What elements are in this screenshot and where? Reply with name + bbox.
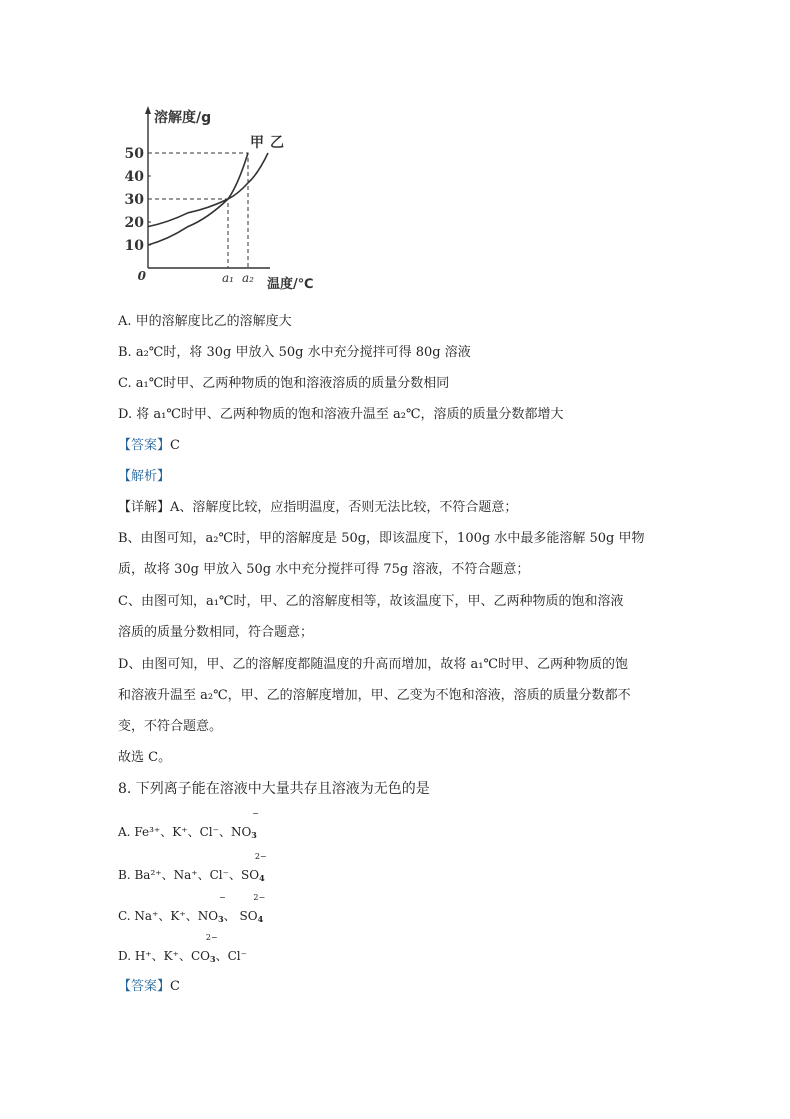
ion: K⁺ — [163, 949, 179, 963]
answer-value: C — [170, 438, 180, 453]
separator: 、 — [160, 825, 173, 839]
detail-line-8: 变，不符合题意。 — [118, 719, 223, 734]
series-label: 甲 — [250, 135, 264, 151]
ion — [197, 893, 226, 929]
detail-text-1: A、溶解度比较，应指明温度，否则无法比较，不符合题意； — [170, 500, 518, 515]
answer-value: C — [170, 979, 180, 994]
ion-subscript: 3 — [251, 830, 257, 840]
ion-formula: SO — [239, 909, 258, 923]
detail-line-1 — [118, 498, 517, 518]
ion-formula: NO — [197, 909, 219, 923]
q8-stem: 8. 下列离子能在溶液中大量共存且溶液为无色的是 — [118, 781, 430, 797]
ion-charge: 2− — [205, 933, 218, 942]
q7-option-c: C. a₁℃时甲、乙两种物质的饱和溶液溶质的质量分数相同 — [118, 376, 450, 391]
ion-subscript: 3 — [218, 914, 224, 924]
y-tick-label: 10 — [124, 238, 144, 254]
separator: 、 — [178, 949, 191, 963]
ion: K⁺ — [172, 825, 188, 839]
y-axis-label: 溶解度/g — [154, 110, 212, 126]
ion: Na⁺ — [134, 909, 159, 923]
q8-answer — [118, 977, 180, 997]
series-label: 乙 — [270, 135, 284, 151]
detail-line-5: 溶质的质量分数相同，符合题意； — [118, 625, 314, 640]
ion: K⁺ — [170, 909, 186, 923]
separator: 、 — [223, 909, 236, 923]
q8-option-b — [118, 852, 267, 888]
y-tick-label: 40 — [124, 169, 144, 185]
ion: Cl⁻ — [209, 868, 229, 882]
ion-charge: 2− — [253, 893, 266, 902]
ion — [230, 809, 259, 845]
ion-charge: − — [218, 893, 226, 902]
separator: 、 — [161, 868, 174, 882]
q7-answer — [118, 436, 180, 456]
analysis-label: 【解析】 — [118, 469, 171, 484]
ion-charge: − — [252, 809, 259, 818]
option-prefix: C. — [118, 909, 131, 923]
ion — [241, 852, 267, 888]
y-tick-label: 30 — [124, 192, 144, 208]
solubility-chart — [120, 102, 320, 298]
detail-line-2: B、由图可知，a₂℃时，甲的溶解度是 50g，即该温度下，100g 水中最多能溶解 50g 甲物 — [118, 531, 645, 546]
ion — [239, 893, 266, 929]
x-axis-label: 温度/℃ — [267, 277, 314, 292]
ion: Fe³⁺ — [134, 825, 161, 839]
ion: Na⁺ — [173, 868, 198, 882]
detail-line-4: C、由图可知，a₁℃时，甲、乙的溶解度相等，故该温度下，甲、乙两种物质的饱和溶液 — [118, 594, 624, 609]
answer-label: 【答案】 — [118, 438, 171, 453]
q8-option-d — [118, 933, 247, 969]
ion-subscript: 3 — [210, 954, 216, 964]
ion: Cl⁻ — [199, 825, 219, 839]
separator: 、 — [228, 868, 241, 882]
origin-label: 0 — [137, 269, 146, 283]
y-tick-label: 20 — [124, 215, 144, 231]
separator: 、 — [187, 825, 200, 839]
ion — [191, 933, 218, 969]
ion-subscript: 4 — [259, 873, 265, 883]
ion-charge: 2− — [254, 852, 267, 861]
y-axis-arrow — [145, 106, 151, 114]
ion-subscript: 4 — [257, 914, 264, 924]
detail-line-7: 和溶液升温至 a₂℃，甲、乙的溶解度增加，甲、乙变为不饱和溶液，溶质的质量分数都不 — [118, 688, 631, 703]
ion-formula: CO — [191, 949, 211, 963]
y-tick-label: 50 — [124, 146, 144, 162]
option-prefix: B. — [118, 868, 131, 882]
detail-line-3: 质，故将 30g 甲放入 50g 水中充分搅拌可得 75g 溶液，不符合题意； — [118, 562, 530, 577]
conclusion: 故选 C。 — [118, 750, 172, 765]
option-prefix: A. — [118, 825, 131, 839]
q7-option-d: D. 将 a₁℃时甲、乙两种物质的饱和溶液升温至 a₂℃，溶质的质量分数都增大 — [118, 407, 564, 422]
ion: H⁺ — [134, 949, 152, 963]
ion: Ba²⁺ — [134, 868, 162, 882]
option-prefix: D. — [118, 949, 132, 963]
detail-line-6: D、由图可知，甲、乙的溶解度都随温度的升高而增加，故将 a₁℃时甲、乙两种物质的饱 — [118, 657, 629, 672]
separator: 、 — [197, 868, 210, 882]
separator: 、 — [215, 949, 228, 963]
answer-label: 【答案】 — [118, 979, 171, 994]
separator: 、 — [185, 909, 198, 923]
detail-label: 【详解】 — [118, 500, 171, 515]
separator: 、 — [218, 825, 231, 839]
separator: 、 — [151, 949, 164, 963]
q8-option-c — [118, 893, 266, 929]
x-tick-label: a₂ — [242, 271, 254, 285]
ion-formula: SO — [241, 868, 260, 882]
q7-option-b: B. a₂℃时，将 30g 甲放入 50g 水中充分搅拌可得 80g 溶液 — [118, 345, 471, 360]
q8-option-a — [118, 809, 259, 845]
x-tick-label: a₁ — [222, 271, 234, 285]
ion-formula: NO — [230, 825, 252, 839]
q7-option-a: A. 甲的溶解度比乙的溶解度大 — [118, 314, 292, 329]
ion: Cl⁻ — [227, 949, 247, 963]
separator: 、 — [158, 909, 171, 923]
